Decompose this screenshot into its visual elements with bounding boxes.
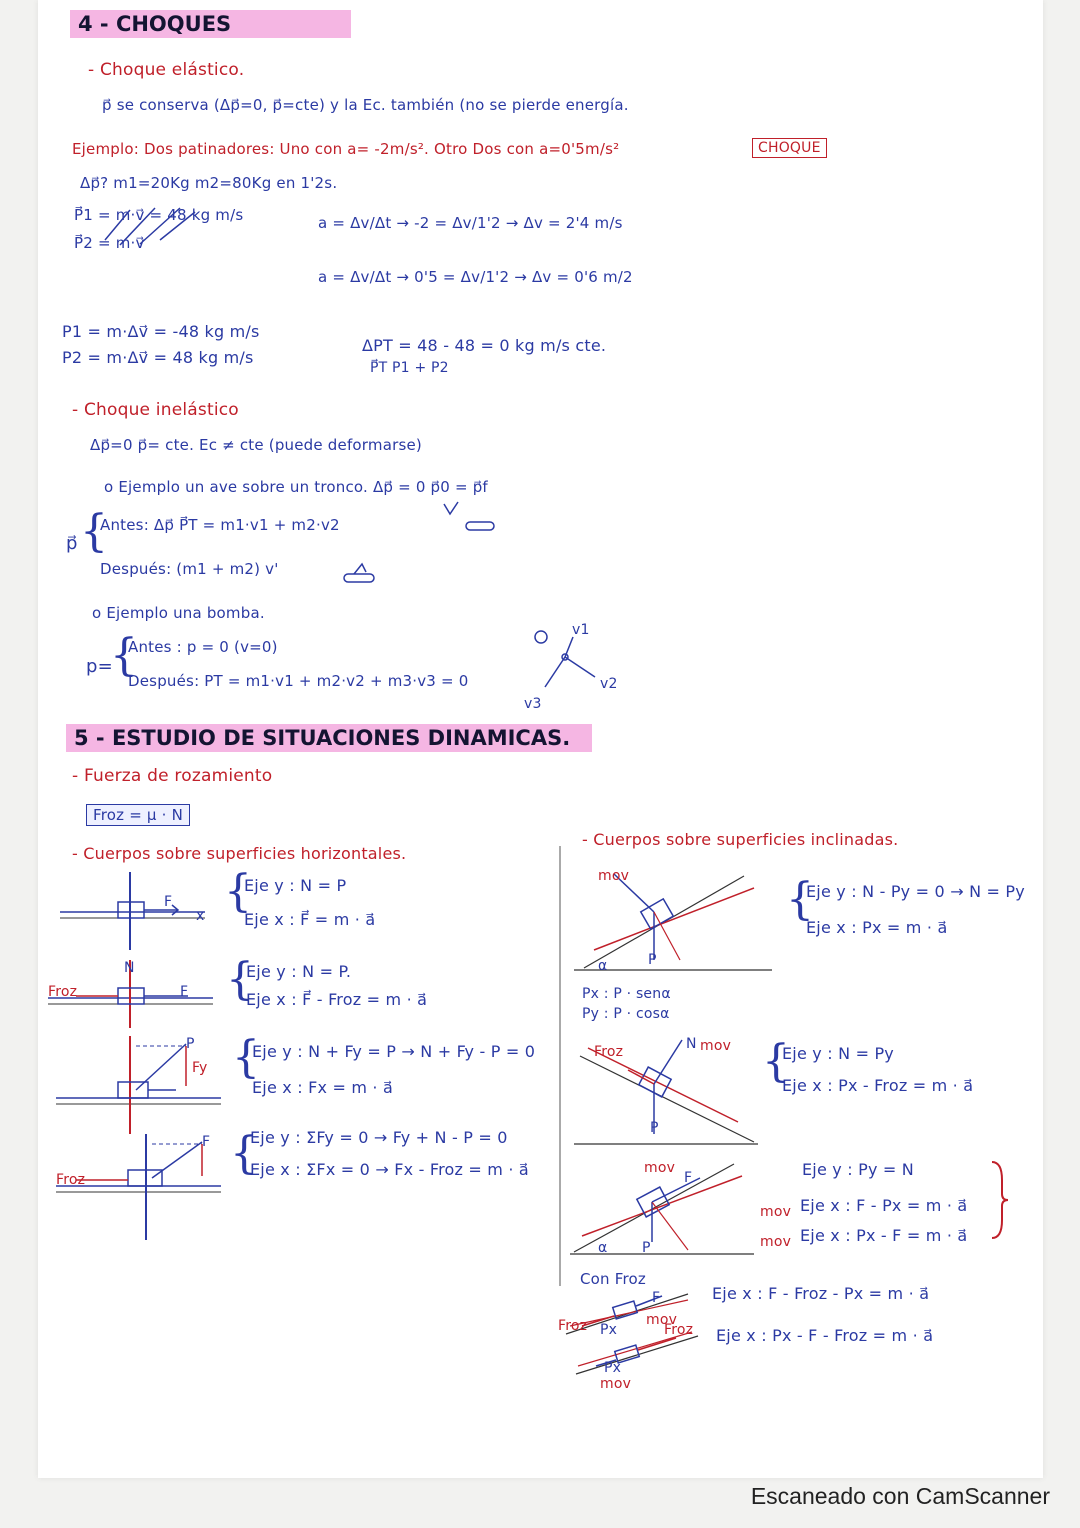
inelastic-description: Δp⃗=0 p⃗= cte. Ec ≠ cte (puede deformarse) [90, 436, 422, 454]
rozamiento-heading: - Fuerza de rozamiento [72, 766, 273, 786]
horizontal-diagram-3 [56, 1036, 226, 1136]
froz-1-F: F [652, 1290, 661, 1306]
i3-eje-x2: Eje x : Px - F = m · a⃗ [800, 1226, 968, 1245]
inclined-1-mov: mov [598, 868, 630, 884]
h4-label-F: F [202, 1134, 211, 1150]
h4-eje-x: Eje x : ΣFx = 0 → Fx - Froz = m · a⃗ [250, 1160, 529, 1179]
brace-bomba: { [110, 630, 138, 681]
h2-label-N: N [124, 960, 135, 976]
scribble-strikeout [100, 200, 220, 250]
log-drawing [440, 500, 500, 560]
inclined-1-P: P [648, 952, 657, 968]
brace-i2: { [762, 1036, 790, 1087]
choque-box: CHOQUE [752, 138, 827, 158]
froz-2-label: Froz [664, 1322, 694, 1338]
horizontal-diagram-1 [60, 872, 210, 952]
brace-i1: { [786, 874, 814, 925]
h2-eje-y: Eje y : N = P. [246, 962, 352, 981]
brace-h3: { [232, 1032, 260, 1083]
i3-mov-2: mov [760, 1234, 792, 1250]
pt-sub: P⃗T P1 + P2 [370, 360, 449, 376]
h3-eje-y: Eje y : N + Fy = P → N + Fy - P = 0 [252, 1042, 536, 1061]
example-bomba: o Ejemplo una bomba. [92, 604, 265, 622]
inclined-2-P: P [650, 1120, 659, 1136]
acceleration-2: a = Δv/Δt → 0'5 = Δv/1'2 → Δv = 0'6 m/2 [318, 268, 633, 286]
right-brace-i3 [990, 1160, 1010, 1240]
h1-label-x: x [196, 908, 205, 924]
acceleration-1: a = Δv/Δt → -2 = Δv/1'2 → Δv = 2'4 m/s [318, 214, 623, 232]
antes-line: Antes: Δp⃗ P⃗T = m1·v1 + m2·v2 [100, 516, 340, 534]
p2-vector: P⃗2 = m·v⃗ [74, 234, 145, 252]
h4-eje-y: Eje y : ΣFy = 0 → Fy + N - P = 0 [250, 1128, 508, 1147]
inclined-3-alpha: α [598, 1240, 608, 1256]
i1-eje-x: Eje x : Px = m · a⃗ [806, 918, 948, 937]
masses-line: Δp⃗? m1=20Kg m2=80Kg en 1'2s. [80, 174, 338, 192]
horizontal-heading: - Cuerpos sobre superficies horizontales. [72, 844, 407, 863]
i3-eje-x1: Eje x : F - Px = m · a⃗ [800, 1196, 968, 1215]
i1-eje-y: Eje y : N - Py = 0 → N = Py [806, 882, 1025, 901]
froz-2-mov: mov [600, 1376, 632, 1392]
example-tronco: o Ejemplo un ave sobre un tronco. Δp⃗ = 0 p⃗0 = p⃗f [104, 478, 488, 496]
i4-eje-x1: Eje x : F - Froz - Px = m · a⃗ [712, 1284, 930, 1303]
h3-label-P: P [186, 1036, 195, 1052]
bird-on-log-drawing [340, 560, 380, 590]
h3-eje-x: Eje x : Fx = m · a⃗ [252, 1078, 394, 1097]
froz-2-Px: Px [604, 1360, 622, 1376]
camscanner-watermark: Escaneado con CamScanner [750, 1483, 1050, 1509]
h1-label-F: F [164, 894, 173, 910]
i3-eje-y: Eje y : Py = N [802, 1160, 914, 1179]
brace-h1: { [224, 866, 252, 917]
inelastic-heading: - Choque inelástico [72, 400, 239, 420]
froz-1-label: Froz [558, 1318, 588, 1334]
i4-eje-x2: Eje x : Px - F - Froz = m · a⃗ [716, 1326, 934, 1345]
inclined-3-P: P [642, 1240, 651, 1256]
froz-1-Px: Px [600, 1322, 618, 1338]
despues-bomba: Después: PT = m1·v1 + m2·v2 + m3·v3 = 0 [128, 672, 469, 690]
antes-bomba: Antes : p = 0 (v=0) [128, 638, 278, 656]
v2-label: v2 [600, 676, 618, 692]
inclined-heading: - Cuerpos sobre superficies inclinadas. [582, 830, 899, 849]
i2-eje-x: Eje x : Px - Froz = m · a⃗ [782, 1076, 974, 1095]
con-froz-label: Con Froz [580, 1270, 646, 1288]
h2-eje-x: Eje x : F⃗ - Froz = m · a⃗ [246, 990, 428, 1009]
inclined-2-N: N [686, 1036, 697, 1052]
brace-h4: { [230, 1128, 258, 1179]
elastic-description: p⃗ se conserva (Δp⃗=0, p⃗=cte) y la Ec. también (no se pierde energía. [102, 96, 629, 114]
pt-line: ΔPT = 48 - 48 = 0 kg m/s cte. [362, 336, 607, 355]
px-definition: Px : P · senα [582, 986, 671, 1002]
column-divider [558, 846, 562, 1286]
section-4-title: 4 - CHOQUES [70, 10, 351, 38]
h4-label-froz: Froz [56, 1172, 86, 1188]
brace-h2: { [226, 954, 254, 1005]
inclined-3-mov: mov [644, 1160, 676, 1176]
froz-formula-box: Froz = μ · N [86, 804, 190, 826]
inclined-1-alpha: α [598, 958, 608, 974]
inclined-2-mov: mov [700, 1038, 732, 1054]
horizontal-diagram-4 [56, 1134, 226, 1244]
despues-line: Después: (m1 + m2) v' [100, 560, 279, 578]
p1-vector: P⃗1 = m·v⃗ = 48 kg m/s [74, 206, 244, 224]
p2-line: P2 = m·Δv⃗ = 48 kg m/s [62, 348, 254, 367]
h3-label-Fy: Fy [192, 1060, 208, 1076]
p-side-label-2: p= [86, 656, 113, 677]
h1-eje-x: Eje x : F⃗ = m · a⃗ [244, 910, 376, 929]
elastic-heading: - Choque elástico. [88, 60, 245, 80]
i2-eje-y: Eje y : N = Py [782, 1044, 894, 1063]
froz-1-mov: mov [646, 1312, 678, 1328]
v3-label: v3 [524, 696, 542, 712]
section-5-title: 5 - ESTUDIO DE SITUACIONES DINAMICAS. [66, 724, 592, 752]
h2-label-froz: Froz [48, 984, 78, 1000]
h2-label-F: F [180, 984, 189, 1000]
i3-mov-1: mov [760, 1204, 792, 1220]
h1-eje-y: Eje y : N = P [244, 876, 347, 895]
p1-line: P1 = m·Δv⃗ = -48 kg m/s [62, 322, 260, 341]
inclined-3-F: F [684, 1170, 693, 1186]
p-side-label: p⃗ [66, 533, 78, 554]
py-definition: Py : P · cosα [582, 1006, 670, 1022]
v1-label: v1 [572, 622, 590, 638]
example-line: Ejemplo: Dos patinadores: Uno con a= -2m/s². Otro Dos con a=0'5m/s² [72, 140, 620, 158]
inclined-2-froz: Froz [594, 1044, 624, 1060]
brace-antes-despues: { [80, 506, 108, 557]
